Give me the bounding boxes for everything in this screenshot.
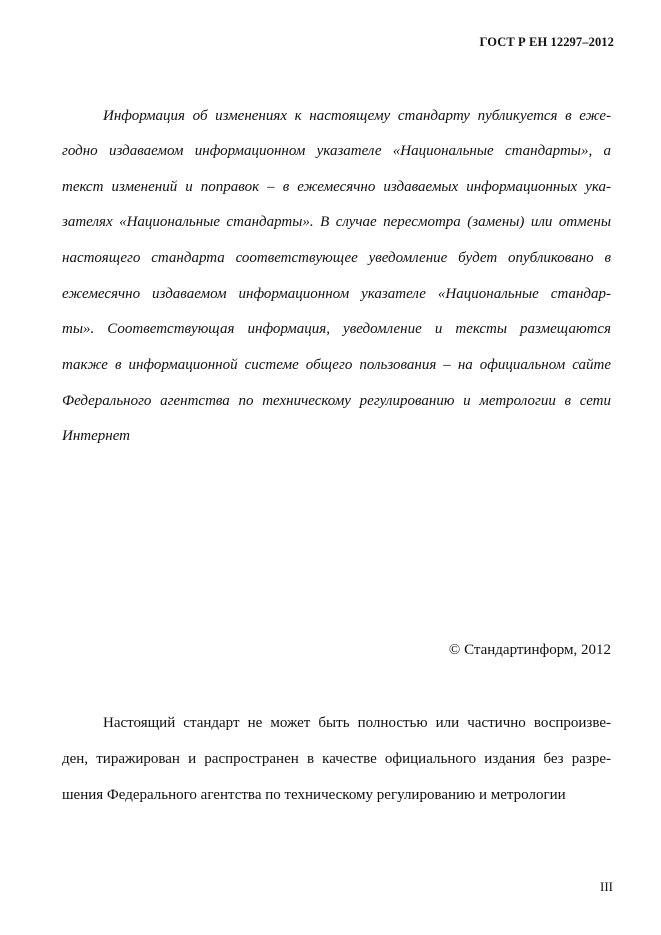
notice-line-3: текст изменений и поправок – в ежемесячно издаваемых информационных ука- — [62, 179, 611, 195]
notice-line-8: также в информационной системе общего пользования – на официальном сайте — [62, 357, 611, 373]
document-standard-code: ГОСТ Р ЕН 12297–2012 — [479, 35, 614, 49]
restriction-line-2: ден, тиражирован и распространен в качестве официального издания без разре- — [62, 751, 611, 767]
notice-line-1: Информация об изменениях к настоящему стандарту публикуется в еже- — [103, 108, 611, 124]
notice-line-10: Интернет — [62, 428, 130, 444]
notice-line-9: Федерального агентства по техническому регулированию и метрологии в сети — [62, 393, 611, 409]
page-number: III — [600, 879, 613, 894]
restriction-line-3: шения Федерального агентства по техническому регулированию и метрологии — [62, 787, 566, 803]
notice-line-6: ежемесячно издаваемом информационном указателе «Национальные стандар- — [62, 286, 611, 302]
notice-line-4: зателях «Национальные стандарты». В случае пересмотра (замены) или отмены — [62, 214, 611, 230]
notice-line-2: годно издаваемом информационном указателе «Национальные стандарты», а — [62, 143, 611, 159]
notice-line-7: ты». Соответствующая информация, уведомление и тексты размещаются — [62, 321, 611, 337]
notice-line-5: настоящего стандарта соответствующее уведомление будет опубликовано в — [62, 250, 611, 266]
copyright-notice: © Стандартинформ, 2012 — [448, 642, 611, 658]
restriction-line-1: Настоящий стандарт не может быть полностью или частично воспроизве- — [103, 715, 611, 731]
